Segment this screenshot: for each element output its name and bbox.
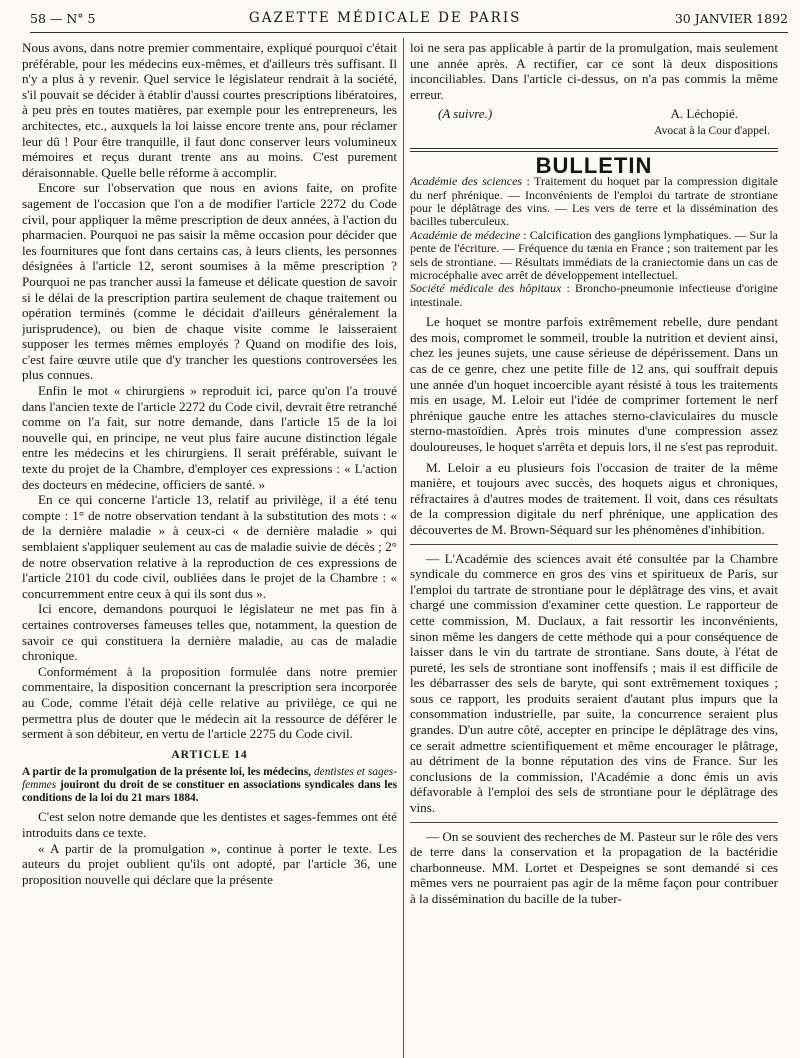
page-number: 58 — N° 5 [30,10,96,26]
bulletin-summary: Académie de médecine : Calcification des ganglions lymphatiques. — Sur la pente de l'écriture. — Fréquence du tænia en France ; son traitement par les sels de strontiane. — Résultats immédiats de la craniectomie dans un cas de microcéphalie avec arrêt de développement intellectuel. [410,227,778,282]
column-divider [403,38,404,1058]
separator-rule [410,822,778,823]
article-heading: ARTICLE 14 [171,748,248,761]
page-header [30,8,788,28]
separator-rule [410,544,778,545]
paragraph: — On se souvient des recherches de M. Pasteur sur le rôle des vers de terre dans la conservation et la propagation de la bactéridie charbonneuse. MM. Lortet et Despeignes se sont demandé si ces mêmes vers ne pourraient pas agir de la même façon pour contribuer à la dissémination du bacille de la tuber- [410,828,778,906]
bulletin-summary: Société médicale des hôpitaux : Broncho-pneumonie infectieuse d'origine intestinale. [410,281,778,309]
signature-row [410,106,778,122]
bulletin-summary: Académie des sciences : Traitement du hoquet par la compression digitale du nerf phrénique. — Inconvénients de l'emploi du tartrate de strontiane pour le déplâtrage des vins. — Les vers de terre et la dissémination des bacilles tuberculeux. [410,174,778,229]
issue-date: 30 JANVIER 1892 [674,10,788,26]
paragraph: En ce qui concerne l'article 13, relatif au privilège, il a été tenu compte : 1° de notre observation tendant à la substitution des mots : « de la dernière maladie » à ceux-ci « de dernière maladie » qui semblaient s'appliquer seulement au cas de maladie suivie de décès ; 2° de notre observation relative à la reproduction de ces expressions de l'article 2101 du code civil, oubliées dans le projet de la Chambre : « concurremment entre ceux à qui ils sont dus ». [22,492,397,601]
paragraph: C'est selon notre demande que les dentistes et sages-femmes ont été introduits dans ce texte. [22,809,397,840]
header-rule [30,32,788,33]
paragraph: Conformément à la proposition formulée dans notre premier commentaire, la disposition concernant la prescription sera incorporée au Code, comme l'était déjà celle relative au privilège, ce qui ne permettra plus de douter que le médecin ait la ressource de déférer le serment à son débiteur, en vertu de l'article 2275 du Code civil. [22,663,397,742]
section-double-rule [410,148,778,152]
journal-title: GAZETTE MÉDICALE DE PARIS [248,10,522,26]
paragraph: Encore sur l'observation que nous en avions faite, on profite sagement de l'occasion que l'on a de modifier l'article 2272 du Code civil, pour appliquer la même prescription de deux années, à l'action du pharmacien. Pourquoi ne pas saisir la même occasion pour décider que les fournitures que font dans certains cas, à leurs clients, les personnes désignées à l'article 12, seront soumises à la même prescription ? Pourquoi ne pas trancher aussi la fameuse et délicate question de savoir si le délai de la prescription partira seulement de chaque traitement ou opération terminés (comme le décidait d'ailleurs généralement la jurisprudence), ou bien de chaque visite comme le laisseraient supposer les termes mêmes employés ? Quand on modifie des lois, c'est faire œuvre utile que d'y trancher les questions controversées les plus connues. [22,180,397,383]
to-be-continued: (A suivre.) [438,106,493,122]
paragraph: « A partir de la promulgation », continue à porter le texte. Les auteurs du projet oublient qu'ils ont adopté, par l'article 36, une proposition nouvelle qui déclare que la présente [22,840,397,887]
paragraph: Enfin le mot « chirurgiens » reproduit ici, parce qu'on l'a trouvé dans l'ancien texte de l'article 2272 du Code civil, devrait être retranché comme on l'a fait, sur notre demande, dans l'article 15 de la loi nouvelle qui, en principe, ne veut plus faire aucune distinction légale entre les médecins et les chirurgiens. Il serait préférable, suivant le texte du projet de la Chambre, d'employer ces expressions : « L'action des docteurs en médecine, officiers de santé. » [22,383,397,492]
author-title: Avocat à la Cour d'appel. [654,124,770,137]
article-text: A partir de la promulgation de la présente loi, les médecins, dentistes et sages-femmes jouiront du droit de se constituer en associations syndicales dans les conditions de la loi du 21 mars 1884. [22,766,397,805]
left-column [22,40,397,1058]
paragraph: M. Leloir a eu plusieurs fois l'occasion de traiter de la même manière, et toujours avec succès, des hoquets aigus et chroniques, réfractaires à d'autres modes de traitement. Il voit, dans ces résultats de la compression digitale du nerf phrénique, une application des découvertes de M. Brown-Séquard sur les phénomènes d'inhibition. [410,459,778,537]
bulletin-heading: BULLETIN [535,152,653,178]
paragraph: loi ne sera pas applicable à partir de la promulgation, mais seulement une année après. A rectifier, car ce sont là deux dispositions inconciliables. Dans l'article ci-dessus, on n'a pas commis la même erreur. [410,40,778,102]
right-column [410,40,778,1058]
paragraph: Nous avons, dans notre premier commentaire, expliqué pourquoi c'était préférable, pour les médecins eux-mêmes, et d'ailleurs très suffisant. Il n'y a plus à y revenir. Quel service le législateur rendrait à la société, s'il pouvait se décider à établir d'aussi courtes prescriptions libératoires, à peu près en toutes matières, par exemple pour les entrepreneurs, les architectes, etc., auxquels la loi laisse encore trente ans, pour réclamer leur dû ! Pour être tranquille, il faut donc conserver leurs volumineux mémoires et reçus durant trente ans au moins. C'est purement déraisonnable. Quelle belle réforme à accomplir. [22,40,397,180]
paragraph: Ici encore, demandons pourquoi le législateur ne met pas fin à certaines controverses fameuses telles que, notamment, la question de savoir ce qui constituera la dernière maladie, au cas de maladie chronique. [22,601,397,664]
paragraph: — L'Académie des sciences avait été consultée par la Chambre syndicale du commerce en gros des vins et spiritueux de Paris, sur l'emploi du tartrate de strontiane pour le déplâtrage des vins, et avait chargé une commission d'examiner cette question. Le rapporteur de cette commission, M. Duclaux, a fait ressortir les inconvénients, sinon même les dangers de cette méthode qui a pour conséquence de laisser dans le vin du tartrate de strontiane. Sans doute, à l'état de pureté, les sels de strontiane sont inoffensifs ; mais il est difficile de les débarrasser des sels de baryte, qui sont extrêmement toxiques ; sous ce rapport, les produits seraient d'autant plus impurs que la consommation industrielle, par suite, la concurrence seraient plus grandes. D'un autre côté, accepter en principe le déplâtrage des vins, ce serait admettre scientifiquement et même encourager le plâtrage, au détriment de la bonne réputation des vins de France. Sur les conclusions de la commission, l'Académie a donc émis un avis défavorable à l'emploi des sels de strontiane pour le déplâtrage des vins. [410,550,778,816]
paragraph: Le hoquet se montre parfois extrêmement rebelle, dure pendant des mois, compromet le sommeil, trouble la nutrition et devient ainsi, chez les jeunes sujets, une cause sérieuse de dépérissement. Dans un cas de ce genre, chez une petite fille de 12 ans, qui souffrait depuis une année d'un hoquet incoercible ayant résisté à tous les traitements mis en usage, M. Leloir eut l'idée de comprimer fortement le nerf phrénique gauche entre les attaches sterno-claviculaires du muscle sterno-mastoïdien. Après trois minutes d'une compression assez douloureuses, le hoquet s'arrêta et depuis lors, il ne s'est pas reproduit. [410,314,778,454]
author-name: A. Léchopié. [670,106,738,122]
